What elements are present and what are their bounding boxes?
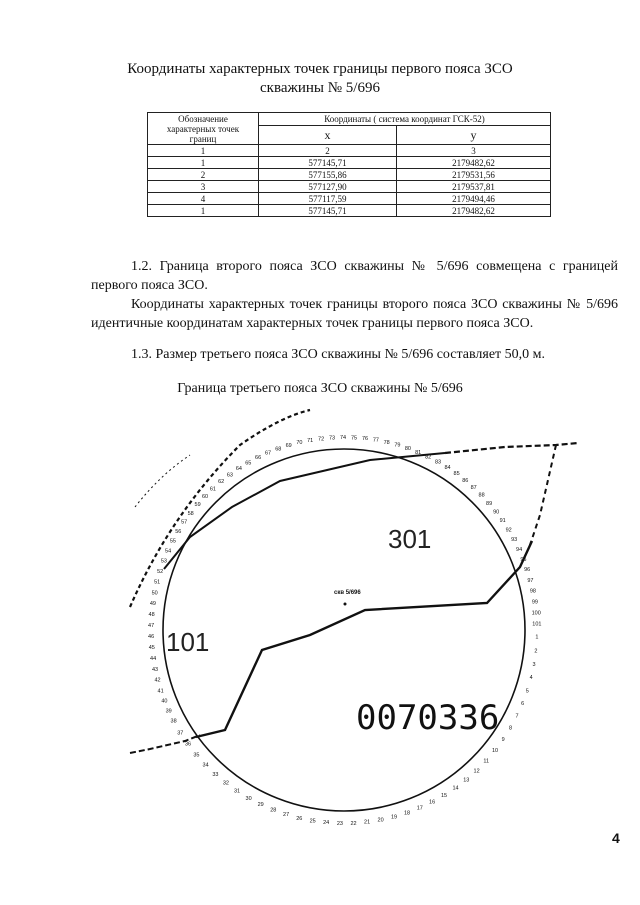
table-cell: 577117,59 [259,193,397,205]
point-number: 18 [403,810,411,817]
point-number: 45 [148,645,155,652]
point-number: 84 [444,465,451,472]
point-number: 11 [483,758,490,765]
table-cell: 577127,90 [259,181,397,193]
point-number: 66 [255,455,262,462]
point-number: 25 [309,818,316,825]
point-number: 60 [201,494,209,501]
table-cell: 577145,71 [259,157,397,169]
table-cell: 2179494,46 [397,193,551,205]
table-cell: 577145,71 [259,205,397,217]
point-number: 10 [491,748,499,755]
header-desc-line: Обозначение [178,114,228,124]
point-number: 94 [516,546,523,553]
point-number: 22 [350,820,357,827]
point-number: 73 [328,435,336,442]
title-line-1: Координаты характерных точек границы первого пояса ЗСО [127,61,513,77]
point-number: 77 [372,437,379,444]
point-number: 9 [501,737,505,744]
dashed-boundary-arc [130,410,310,607]
paragraph-1-2: 1.2. Граница второго пояса ЗСО скважины № 5/696 совмещена с границей первого пояса ЗСО. [91,259,618,293]
point-number: 72 [318,436,325,443]
table-row [148,205,551,217]
point-number: 12 [473,768,480,775]
point-number: 56 [175,529,182,535]
point-number: 23 [336,821,343,827]
page-title [0,60,640,98]
dashed-boundary-line-top [445,443,578,453]
point-number: 37 [177,730,184,737]
point-number: 32 [222,780,229,787]
point-number: 44 [150,656,157,663]
point-number: 31 [233,788,241,795]
point-number: 8 [508,725,513,732]
point-number: 20 [377,817,384,824]
point-number: 29 [257,802,264,809]
point-number: 74 [339,435,347,441]
point-number: 49 [149,601,156,608]
point-number: 67 [264,450,272,457]
point-number: 70 [296,440,303,447]
point-number: 71 [307,438,314,444]
table-cell: 3 [148,181,259,193]
table-cell: 1 [148,205,259,217]
point-number: 52 [157,569,164,576]
point-number: 62 [218,479,225,486]
coordinates-table [147,112,551,217]
point-number: 89 [486,500,493,507]
point-number: 91 [499,518,506,525]
table-number-row [148,145,551,157]
table-cell: 2179482,62 [397,205,551,217]
table-cell: 2 [148,169,259,181]
point-number: 92 [505,527,512,534]
stamp-number: 0070336 [356,698,500,738]
dashed-boundary-line-right [530,445,556,545]
point-number: 48 [148,612,155,619]
point-number: 51 [154,579,161,586]
point-number: 4 [529,675,533,682]
table-row [148,193,551,205]
point-number: 2 [534,648,538,655]
point-number: 75 [350,435,358,442]
point-number: 64 [235,466,242,473]
point-number: 96 [524,567,531,574]
point-number: 93 [511,536,518,543]
point-number: 42 [154,677,161,684]
point-number: 26 [296,815,303,822]
point-number: 83 [434,459,442,466]
point-number: 24 [323,820,330,827]
point-number: 97 [527,577,534,584]
dotted-boundary-arc [135,455,190,507]
point-number: 3 [532,661,536,668]
point-number: 38 [170,718,177,725]
point-number: 40 [161,698,168,705]
point-number: 35 [193,752,200,759]
table-row [148,181,551,193]
point-number: 88 [478,492,485,499]
point-number: 68 [275,446,282,453]
table-cell: 577155,86 [259,169,397,181]
table-cell: 2179531,56 [397,169,551,181]
point-number: 30 [245,795,252,802]
header-coordinates: Координаты ( система координат ГСК-52) [259,113,551,126]
table-cell: 1 [148,157,259,169]
point-number: 14 [452,785,459,792]
point-number: 69 [285,443,292,450]
point-number: 59 [194,502,201,509]
point-number: 79 [394,442,401,449]
title-line-2: скважины № 5/696 [260,80,380,96]
table-cell: 2179482,62 [397,157,551,169]
point-number: 57 [181,519,188,526]
point-number: 76 [361,436,369,443]
point-number: 54 [165,548,172,555]
point-number: 39 [165,708,172,715]
point-number: 58 [187,510,194,517]
point-number: 61 [209,486,216,493]
point-number: 33 [212,771,219,778]
point-number: 21 [364,819,371,826]
table-cell: 4 [148,193,259,205]
header-point-designation [148,113,259,145]
point-number: 95 [520,556,527,563]
point-number: 17 [416,805,423,812]
point-number: 80 [404,445,411,452]
point-number: 5 [525,688,529,695]
figure-title: Граница третьего пояса ЗСО скважины № 5/696 [177,381,463,396]
point-number: 81 [415,449,422,456]
point-number: 28 [270,807,277,814]
parcel-label-101: 101 [166,627,210,657]
point-number: 63 [226,472,233,479]
point-number: 78 [383,439,390,446]
table-row [148,169,551,181]
paragraph-1-3: 1.3. Размер третьего пояса ЗСО скважины № 5/696 составляет 50,0 м. [131,347,546,362]
point-number: 34 [202,762,209,769]
point-number: 7 [515,713,519,720]
point-number: 87 [470,485,477,492]
header-desc-line: границ [189,134,217,144]
point-number: 90 [493,509,500,516]
point-number: 36 [184,741,192,748]
point-number: 27 [283,812,290,819]
point-number: 19 [390,814,398,821]
table-cell: 2 [259,145,397,157]
point-number: 15 [440,793,448,799]
point-number: 53 [160,558,167,565]
point-number: 47 [148,623,155,630]
zone-scheme [0,395,640,827]
point-number: 6 [521,701,525,708]
point-number: 43 [151,667,159,673]
point-number: 41 [157,688,164,695]
parcel-label-301: 301 [388,524,432,554]
table-cell: 3 [397,145,551,157]
point-number: 100 [531,610,541,617]
point-number: 13 [463,777,470,784]
point-number: 85 [453,471,460,478]
point-number: 99 [531,599,538,606]
paragraph-coordinates: Координаты характерных точек границы второго пояса ЗСО скважины № 5/696 идентичные координатам характерных точек границы первого пояса ЗСО. [91,297,618,331]
point-number: 55 [169,538,176,545]
table-header-row [148,113,551,126]
page-number: 4 [612,830,620,846]
well-marker [344,603,347,606]
point-number: 101 [532,621,542,628]
table-row [148,157,551,169]
point-number: 65 [245,460,252,467]
point-number: 50 [151,590,158,597]
point-number: 16 [429,799,436,806]
point-number: 46 [148,634,155,641]
point-number: 98 [529,588,536,595]
table-cell: 1 [148,145,259,157]
header-desc-line: характерных точек [166,124,240,134]
well-label: скв 5/696 [334,590,361,596]
point-number: 86 [462,477,469,484]
table-cell: 2179537,81 [397,181,551,193]
point-number: 1 [535,634,539,641]
header-x: х [259,126,397,145]
point-number: 82 [425,454,432,461]
point-numbers-left [148,435,541,725]
header-y: у [397,126,551,145]
